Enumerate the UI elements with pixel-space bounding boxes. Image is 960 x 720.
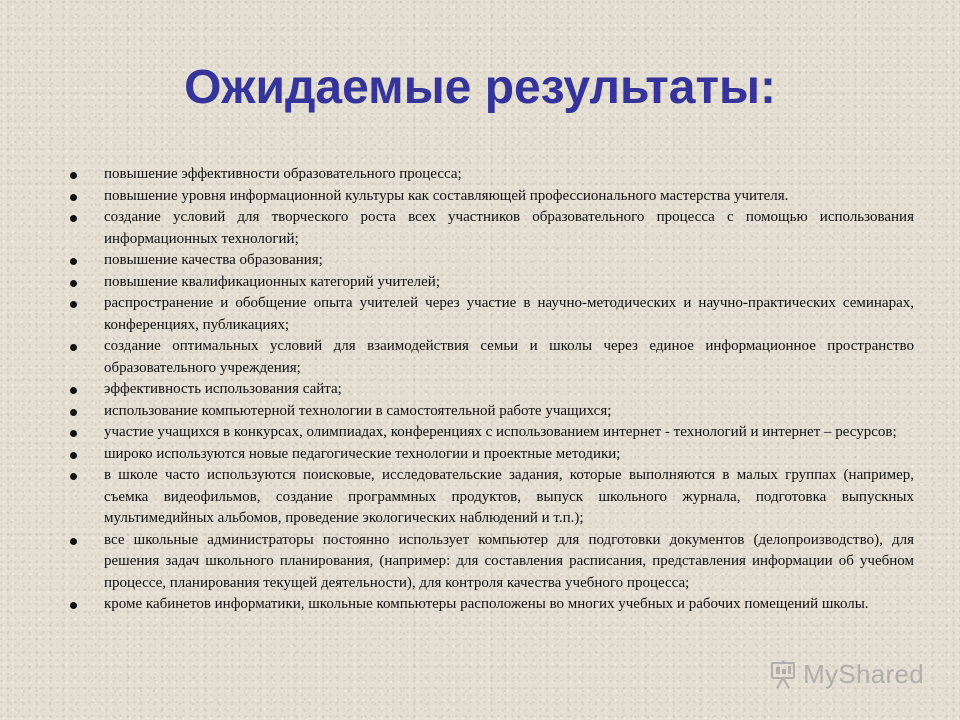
watermark-logo <box>767 659 924 690</box>
bullet-text: повышение квалификационных категорий учителей; <box>104 273 440 290</box>
bullet-item <box>64 272 914 294</box>
presentation-board-icon <box>767 660 799 690</box>
bullet-item <box>64 207 914 250</box>
bullet-text: создание условий для творческого роста всех участников образовательного процесса с помощью использования информационных технологий; <box>104 209 914 247</box>
bullet-text: в школе часто используются поисковые, исследовательские задания, которые выполняются в малых группах (например, съемка видеофильмов, создание программных продуктов, выпуск школьного журнала, подготовка выпускных мультимедийных альбомов, проведение экологических наблюдений и т.п.); <box>104 467 914 526</box>
bullet-text: эффективность использования сайта; <box>104 381 342 397</box>
bullet-item <box>64 401 914 423</box>
bullet-dot-icon <box>70 473 77 480</box>
bullet-item <box>64 186 914 208</box>
bullet-item <box>64 594 914 616</box>
bullet-dot-icon <box>70 172 77 179</box>
bullet-item <box>64 379 914 401</box>
bullet-text: повышение уровня информационной культуры как составляющей профессионального мастерства учителя. <box>104 187 789 204</box>
watermark-text: MyShared <box>803 659 924 689</box>
bullet-dot-icon <box>70 215 77 222</box>
bullet-item <box>64 336 914 379</box>
bullet-item <box>64 530 914 595</box>
bullet-item <box>64 293 914 336</box>
bullet-dot-icon <box>70 452 77 459</box>
bullet-text: все школьные администраторы постоянно использует компьютер для подготовки документов (делопроизводство), для решения задач школьного планирования, (например: для составления расписания, представления информации об учебном процессе, планирования текущей деятельности), для контроля качества учебного процесса; <box>104 531 914 591</box>
bullet-dot-icon <box>70 387 77 394</box>
bullet-dot-icon <box>70 409 77 416</box>
bullet-dot-icon <box>70 538 77 545</box>
bullet-text: участие учащихся в конкурсах, олимпиадах, конференциях с использованием интернет - технологий и интернет – ресурсов; <box>104 424 897 440</box>
bullet-item <box>64 422 914 444</box>
bullet-text: широко используются новые педагогические технологии и проектные методики; <box>104 445 621 462</box>
bullet-text: распространение и обобщение опыта учителей через участие в научно-методических и научно-практических семинарах, конференциях, публикациях; <box>104 295 914 333</box>
bullet-dot-icon <box>70 344 77 351</box>
bullet-dot-icon <box>70 430 77 437</box>
bullet-text: повышение эффективности образовательного процесса; <box>104 166 462 182</box>
bullet-list <box>64 164 914 616</box>
bullet-item <box>64 444 914 466</box>
bullet-text: кроме кабинетов информатики, школьные компьютеры расположены во многих учебных и рабочих помещений школы. <box>104 596 869 612</box>
bullet-item <box>64 465 914 530</box>
bullet-text: использование компьютерной технологии в самостоятельной работе учащихся; <box>104 402 612 419</box>
bullet-dot-icon <box>70 280 77 287</box>
bullet-dot-icon <box>70 258 77 265</box>
bullet-text: повышение качества образования; <box>104 252 323 268</box>
bullet-item <box>64 250 914 272</box>
bullet-item <box>64 164 914 186</box>
bullet-dot-icon <box>70 301 77 308</box>
bullet-dot-icon <box>70 602 77 609</box>
bullet-text: создание оптимальных условий для взаимодействия семьи и школы через единое информационное пространство образовательного учреждения; <box>104 338 914 376</box>
slide-title: Ожидаемые результаты: <box>184 61 776 114</box>
bullet-dot-icon <box>70 194 77 201</box>
